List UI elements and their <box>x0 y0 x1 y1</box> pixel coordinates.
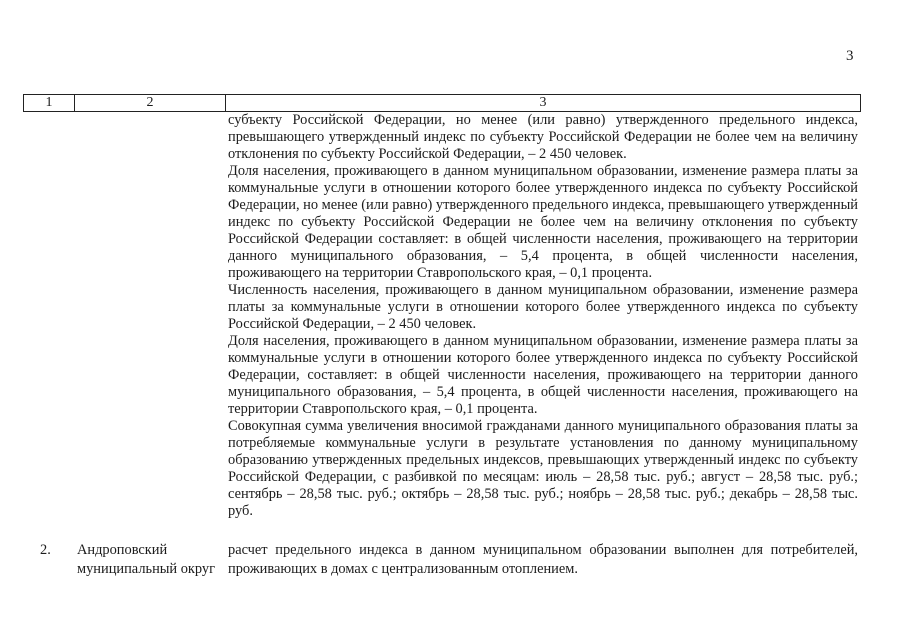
row2-municipality-name: Андроповский муниципальный округ <box>77 542 216 577</box>
table-header-col1: 1 <box>24 95 75 111</box>
paragraph-population-count: Численность населения, проживающего в данном муниципальном образовании, изменение размера платы за коммунальные услуги в отношении которого более утвержденного индекса по субъекту Российской Федерации, – 2 450 человек. <box>228 282 858 332</box>
paragraph-population-share: Доля населения, проживающего в данном муниципальном образовании, изменение размера платы за коммунальные услуги в отношении которого более утвержденного индекса по субъекту Российской Федерации, но менее (или равно) утвержденного предельного индекса, превышающего утвержденный индекс по субъекту Российской Федерации не более чем на величину отклонения по субъекту Российской Федерации составляет: в общей численности населения, проживающего на территории данного муниципального образования, – 5,4 процента, в общей численности населения, проживающего на территории Ставропольского края, – 0,1 процента. <box>228 163 858 281</box>
row2-number: 2. <box>40 542 51 558</box>
row1-description <box>228 112 858 520</box>
paragraph-population-share-2: Доля населения, проживающего в данном муниципальном образовании, изменение размера платы за коммунальные услуги в отношении которого более утвержденного индекса по субъекту Российской Федерации, составляет: в общей численности населения, проживающего на территории данного муниципального образования, – 5,4 процента, в общей численности населения, проживающего на территории Ставропольского края, – 0,1 процента. <box>228 333 858 417</box>
table-header-col2: 2 <box>75 95 226 111</box>
paragraph-payment-increase: Совокупная сумма увеличения вносимой гражданами данного муниципального образования платы за потребляемые коммунальные услуги в результате установления по данному муниципальному образованию утвержденных предельных индексов, превышающих утвержденный индекс по субъекту Российской Федерации, с разбивкой по месяцам: июль – 28,58 тыс. руб.; август – 28,58 тыс. руб.; сентябрь – 28,58 тыс. руб.; октябрь – 28,58 тыс. руб.; ноябрь – 28,58 тыс. руб.; декабрь – 28,58 тыс. руб. <box>228 418 858 519</box>
table-header-col3: 3 <box>539 95 547 110</box>
paragraph-continuation: субъекту Российской Федерации, но менее (или равно) утвержденного предельного индекса, превышающего утвержденный индекс по субъекту Российской Федерации не более чем на величину отклонения по субъекту Российской Федерации, – 2 450 человек. <box>228 112 858 162</box>
row2-description: расчет предельного индекса в данном муниципальном образовании выполнен для потребителей, проживающих в домах с централизованным отоплением. <box>228 542 858 577</box>
page-number: 3 <box>846 48 854 64</box>
table-header-row <box>23 94 861 112</box>
